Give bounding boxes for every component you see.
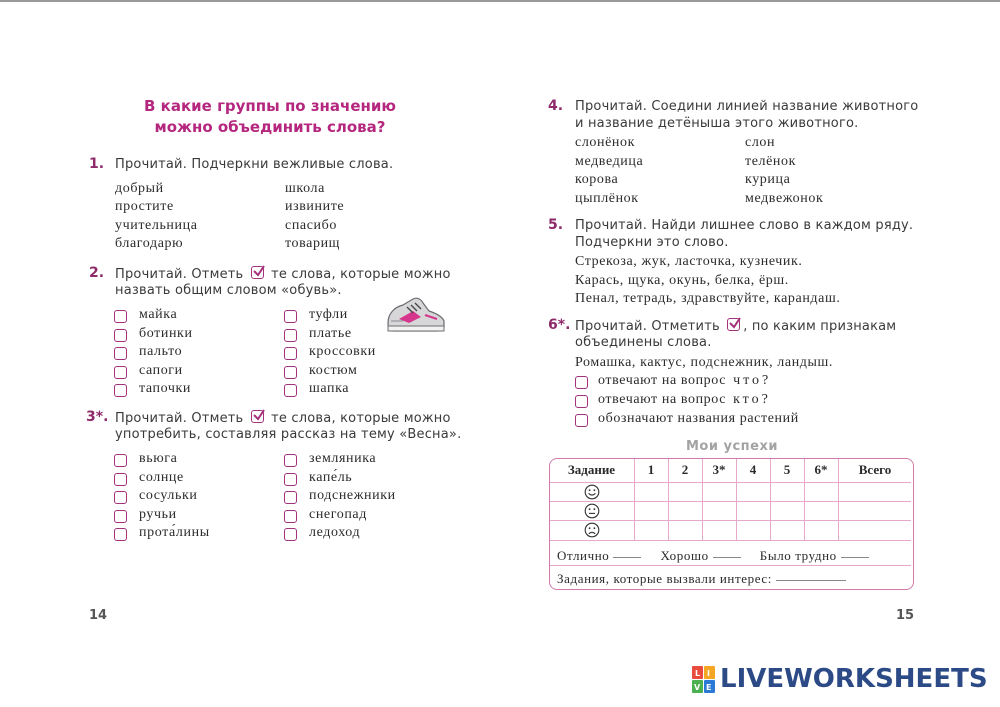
task3-word[interactable]: сосульки (139, 488, 198, 503)
table-header-cell: Задание (567, 462, 616, 477)
svg-text:I: I (707, 669, 710, 678)
task1-instruction: Прочитай. Подчеркни вежливые слова. (115, 157, 394, 172)
grade-excellent-blank[interactable] (613, 557, 641, 558)
task3-checkbox[interactable] (284, 510, 297, 523)
task3-word[interactable]: капе́ль (309, 469, 353, 485)
task2-word[interactable]: сапоги (139, 362, 183, 378)
task3-checkbox[interactable] (114, 473, 127, 486)
task4-word: корова (575, 172, 619, 187)
smile-happy-icon (584, 484, 600, 500)
task6-option-prefix: обозначают названия растений (598, 411, 799, 426)
task6-text-after: , по каким признакам (743, 319, 897, 334)
task2-word[interactable]: тапочки (139, 381, 191, 396)
liveworksheets-logo-icon (692, 666, 716, 694)
task2-checkbox[interactable] (284, 366, 297, 379)
task2-checkbox[interactable] (284, 329, 297, 342)
grade-excellent: Отлично (557, 548, 610, 563)
table-hline (550, 482, 911, 483)
task2-checkbox[interactable] (284, 310, 297, 323)
grade-hard-blank[interactable] (841, 557, 869, 558)
table-header-cell: 2 (681, 462, 689, 477)
task2-checkbox[interactable] (114, 384, 127, 397)
task2-word[interactable]: пальто (139, 344, 183, 359)
task4-word: медведица (575, 153, 644, 169)
task2-word[interactable]: кроссовки (309, 344, 376, 359)
task5-instruction-line2: Подчеркни это слово. (575, 235, 729, 250)
task2-checkbox[interactable] (284, 384, 297, 397)
task2-word[interactable]: костюм (309, 362, 358, 378)
task2-word[interactable]: майка (139, 307, 178, 322)
sneaker-icon (385, 293, 447, 337)
task6-words: Ромашка, кактус, подснежник, ландыш. (575, 355, 833, 370)
brand-text: LIVEWORKSHEETS (720, 664, 988, 694)
task5-number: 5. (548, 217, 564, 233)
task1-word: товарищ (285, 235, 341, 251)
grade-good: Хорошо (660, 548, 709, 563)
task6-option-word: кто? (733, 392, 771, 407)
task3-word[interactable]: солнце (139, 469, 184, 485)
task3-word[interactable]: снегопад (309, 506, 367, 522)
interest-blank[interactable] (776, 580, 846, 581)
table-header-cell: 4 (749, 462, 757, 477)
task5-instruction: Прочитай. Найди лишнее слово в каждом ряду. (575, 218, 914, 233)
task1-word: школа (285, 181, 325, 196)
task1-number: 1. (89, 156, 105, 172)
interest-row (557, 571, 846, 587)
table-header-cell: 6* (814, 462, 828, 477)
task2-checkbox[interactable] (284, 347, 297, 360)
smile-sad-icon (584, 522, 600, 538)
task3-checkbox[interactable] (114, 510, 127, 523)
task4-word: телёнок (745, 153, 797, 169)
page-title (120, 96, 420, 138)
task2-checkbox[interactable] (114, 347, 127, 360)
task5-row-word: Карась, щука, окунь, белка, ёрш. (575, 272, 789, 288)
task3-word[interactable]: прота́лины (139, 525, 210, 540)
task6-option[interactable] (598, 392, 771, 408)
task3-instruction (115, 410, 451, 426)
task1-word: простите (115, 199, 174, 215)
task3-checkbox[interactable] (284, 528, 297, 541)
top-border (0, 0, 1000, 2)
task3-word[interactable]: вьюга (139, 451, 178, 466)
task3-word[interactable]: ледоход (309, 525, 361, 540)
task4-word: слон (745, 135, 776, 150)
title-line-2: можно объединить слова? (154, 118, 386, 136)
task5-row-word: Стрекоза, жук, ласточка, кузнечик. (575, 254, 803, 269)
task2-number: 2. (89, 265, 105, 281)
task2-word[interactable]: туфли (309, 307, 348, 322)
svg-text:V: V (694, 683, 701, 692)
task2-checkbox[interactable] (114, 366, 127, 379)
task3-checkbox[interactable] (284, 491, 297, 504)
task2-word[interactable]: шапка (309, 381, 350, 396)
task4-word: слонёнок (575, 135, 636, 150)
svg-text:L: L (695, 669, 701, 678)
task6-option-prefix: отвечают на вопрос (598, 373, 727, 388)
table-header-cell: Всего (858, 462, 892, 477)
task1-word: извините (285, 199, 345, 215)
table-header-cell: 5 (783, 462, 791, 477)
task6-instruction (575, 318, 896, 334)
task3-text-before: Прочитай. Отметь (115, 411, 244, 426)
page-number-right: 15 (896, 608, 915, 623)
task3-checkbox[interactable] (114, 454, 127, 467)
task1-word: благодарю (115, 235, 184, 251)
grade-good-blank[interactable] (713, 557, 741, 558)
task3-checkbox[interactable] (114, 528, 127, 541)
table-header-cell: 1 (647, 462, 655, 477)
smile-neutral-icon (584, 503, 600, 519)
task1-word: спасибо (285, 217, 337, 233)
task6-option-checkbox[interactable] (575, 376, 588, 389)
task3-word[interactable]: земляника (309, 451, 377, 466)
task2-checkbox[interactable] (114, 310, 127, 323)
task1-word: добрый (115, 181, 164, 196)
task3-checkbox[interactable] (114, 491, 127, 504)
task5-row-word: Пенал, тетрадь, здравствуйте, карандаш. (575, 291, 841, 306)
task2-instruction-line2: назвать общим словом «обувь». (115, 283, 342, 298)
interest-label: Задания, которые вызвали интерес: (557, 571, 773, 586)
page-number-left: 14 (89, 608, 108, 623)
success-heading: Мои успехи (686, 439, 778, 454)
svg-text:E: E (706, 683, 712, 692)
task3-word[interactable]: подснежники (309, 488, 396, 503)
table-header-cell: 3* (712, 462, 726, 477)
check-icon (251, 410, 264, 423)
task3-instruction-line2: употребить, составляя рассказ на тему «Весна». (115, 427, 462, 442)
task3-number: 3*. (86, 409, 109, 425)
check-icon (251, 266, 264, 279)
task6-option[interactable] (598, 411, 799, 427)
task6-text-before: Прочитай. Отметить (575, 319, 720, 334)
task2-instruction (115, 266, 451, 282)
task4-instruction: Прочитай. Соедини линией название животного (575, 99, 919, 114)
task4-word: медвежонок (745, 190, 824, 206)
task2-text-after: те слова, которые можно (271, 267, 451, 282)
task2-text-before: Прочитай. Отметь (115, 267, 244, 282)
table-hline (550, 540, 911, 541)
task6-number: 6*. (548, 317, 571, 333)
task6-option-checkbox[interactable] (575, 414, 588, 427)
grade-row (557, 548, 869, 564)
task6-option-prefix: отвечают на вопрос (598, 392, 727, 407)
task1-word: учительница (115, 217, 198, 233)
task4-word: курица (745, 172, 791, 187)
check-icon (727, 318, 740, 331)
task2-word[interactable]: платье (309, 325, 352, 341)
task6-option-checkbox[interactable] (575, 395, 588, 408)
task3-text-after: те слова, которые можно (271, 411, 451, 426)
task6-option-word: что? (733, 373, 772, 388)
task2-checkbox[interactable] (114, 329, 127, 342)
task6-instruction-line2: объединены слова. (575, 335, 712, 350)
table-hline (550, 501, 911, 502)
task4-word: цыплёнок (575, 190, 639, 206)
task3-checkbox[interactable] (284, 454, 297, 467)
table-hline (550, 520, 911, 521)
task6-option[interactable] (598, 373, 771, 389)
grade-hard: Было трудно (759, 548, 837, 563)
task2-word[interactable]: ботинки (139, 325, 193, 341)
table-hline (550, 565, 911, 566)
title-line-1: В какие группы по значению (144, 97, 396, 115)
task3-checkbox[interactable] (284, 473, 297, 486)
task4-number: 4. (548, 98, 564, 114)
task3-word[interactable]: ручьи (139, 506, 177, 522)
task4-instruction-line2: и название детёныша этого животного. (575, 116, 859, 131)
